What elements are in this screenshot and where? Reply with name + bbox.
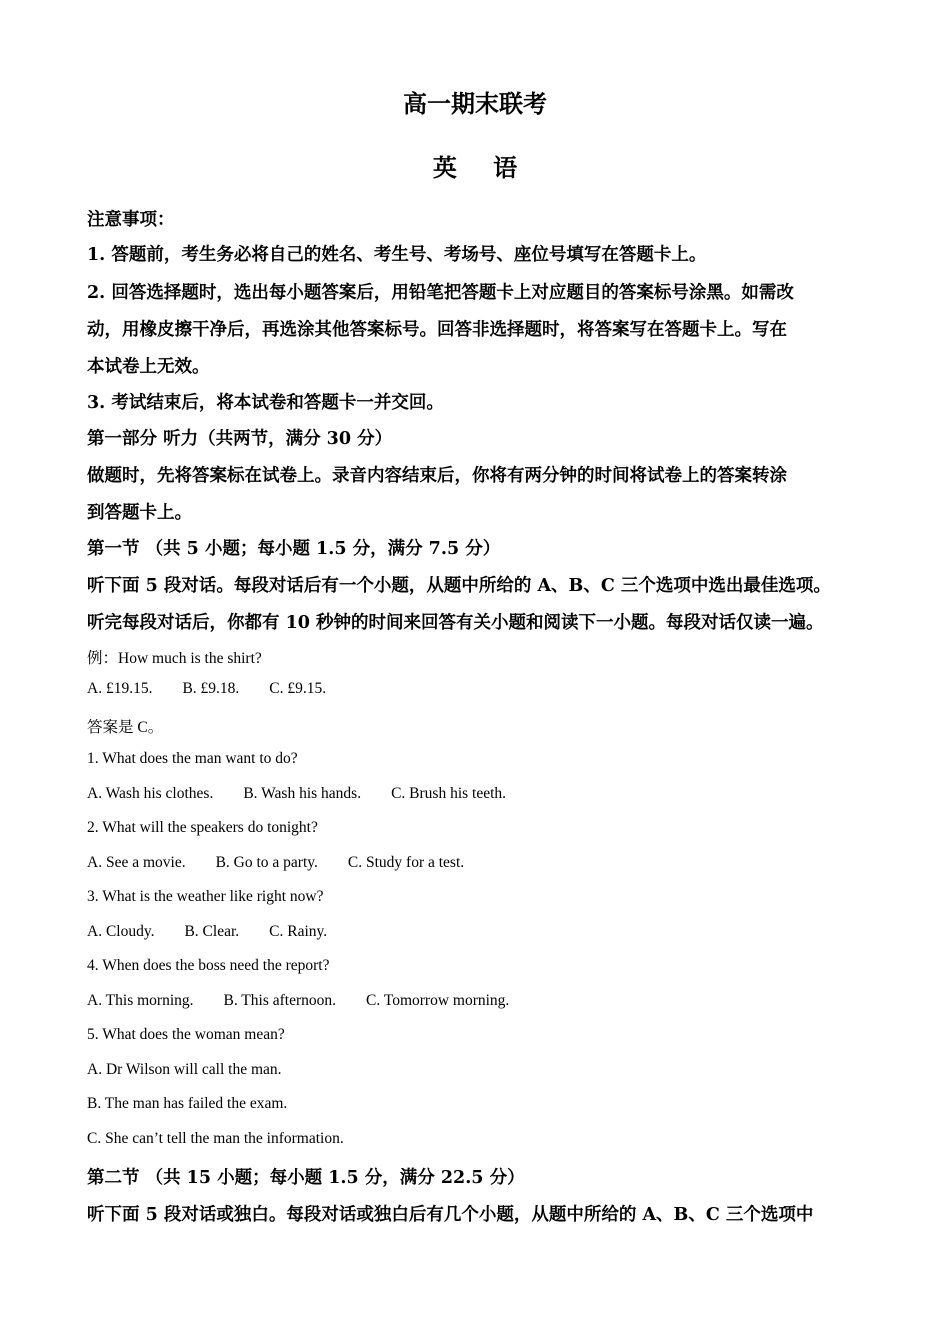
notice-item-1: 1. 答题前，考生务必将自己的姓名、考生号、考场号、座位号填写在答题卡上。 <box>87 245 707 265</box>
example-answer: 答案是 C。 <box>87 719 164 736</box>
question-2: 2. What will the speakers do tonight? <box>87 819 318 836</box>
question-5-option-c: C. She can’t tell the man the information. <box>87 1130 344 1147</box>
question-2-options <box>87 854 464 872</box>
question-3: 3. What is the weather like right now? <box>87 888 324 905</box>
example-option: C. £9.15. <box>269 680 327 697</box>
example-option: A. £19.15. <box>87 680 153 697</box>
notice-item-2-line-1: 2. 回答选择题时，选出每小题答案后，用铅笔把答题卡上对应题目的答案标号涂黑。如需改 <box>87 283 794 303</box>
notice-heading: 注意事项： <box>87 210 175 230</box>
question-3-options <box>87 923 327 941</box>
question-4: 4. When does the boss need the report? <box>87 957 330 974</box>
answer-option: C. Brush his teeth. <box>391 785 507 802</box>
notice-item-2-line-2: 动，用橡皮擦干净后，再选涂其他答案标号。回答非选择题时，将答案写在答题卡上。写在 <box>87 320 787 340</box>
answer-option: A. Wash his clothes. <box>87 785 214 802</box>
part1-instruction-line-2: 到答题卡上。 <box>87 503 192 523</box>
question-5-option-a: A. Dr Wilson will call the man. <box>87 1061 282 1078</box>
answer-option: B. This afternoon. <box>223 992 337 1009</box>
question-4-options <box>87 992 509 1010</box>
answer-option: B. Go to a party. <box>215 854 318 871</box>
answer-option: C. Rainy. <box>269 923 328 940</box>
question-5-option-b: B. The man has failed the exam. <box>87 1095 288 1112</box>
answer-option: B. Wash his hands. <box>243 785 362 802</box>
part1-instruction-line-1: 做题时，先将答案标在试卷上。录音内容结束后，你将有两分钟的时间将试卷上的答案转涂 <box>87 466 787 486</box>
answer-option: B. Clear. <box>184 923 240 940</box>
notice-item-2-line-3: 本试卷上无效。 <box>87 357 210 377</box>
section2-heading: 第二节 （共 15 小题；每小题 1.5 分，满分 22.5 分） <box>87 1168 525 1188</box>
part1-heading: 第一部分 听力（共两节，满分 30 分） <box>87 429 393 449</box>
question-1: 1. What does the man want to do? <box>87 750 298 767</box>
exam-title: 高一期末联考 <box>403 89 547 118</box>
answer-option: A. This morning. <box>87 992 194 1009</box>
question-1-options <box>87 785 506 803</box>
answer-option: A. Cloudy. <box>87 923 155 940</box>
example-options <box>87 680 326 698</box>
question-5: 5. What does the woman mean? <box>87 1026 285 1043</box>
answer-option: C. Study for a test. <box>347 854 465 871</box>
example-option: B. £9.18. <box>182 680 240 697</box>
section1-instruction-line-1: 听下面 5 段对话。每段对话后有一个小题，从题中所给的 A、B、C 三个选项中选出最佳选项。 <box>87 576 831 596</box>
answer-option: C. Tomorrow morning. <box>366 992 510 1009</box>
section2-instruction-line-1: 听下面 5 段对话或独白。每段对话或独白后有几个小题，从题中所给的 A、B、C 三个选项中 <box>87 1205 814 1225</box>
answer-option: A. See a movie. <box>87 854 186 871</box>
example-question: 例：How much is the shirt? <box>87 650 262 667</box>
section1-instruction-line-2: 听完每段对话后，你都有 10 秒钟的时间来回答有关小题和阅读下一小题。每段对话仅读一遍。 <box>87 613 824 633</box>
notice-item-3: 3. 考试结束后，将本试卷和答题卡一并交回。 <box>87 393 444 413</box>
subject-title: 英 语 <box>432 153 532 182</box>
section1-heading: 第一节 （共 5 小题；每小题 1.5 分，满分 7.5 分） <box>87 539 501 559</box>
